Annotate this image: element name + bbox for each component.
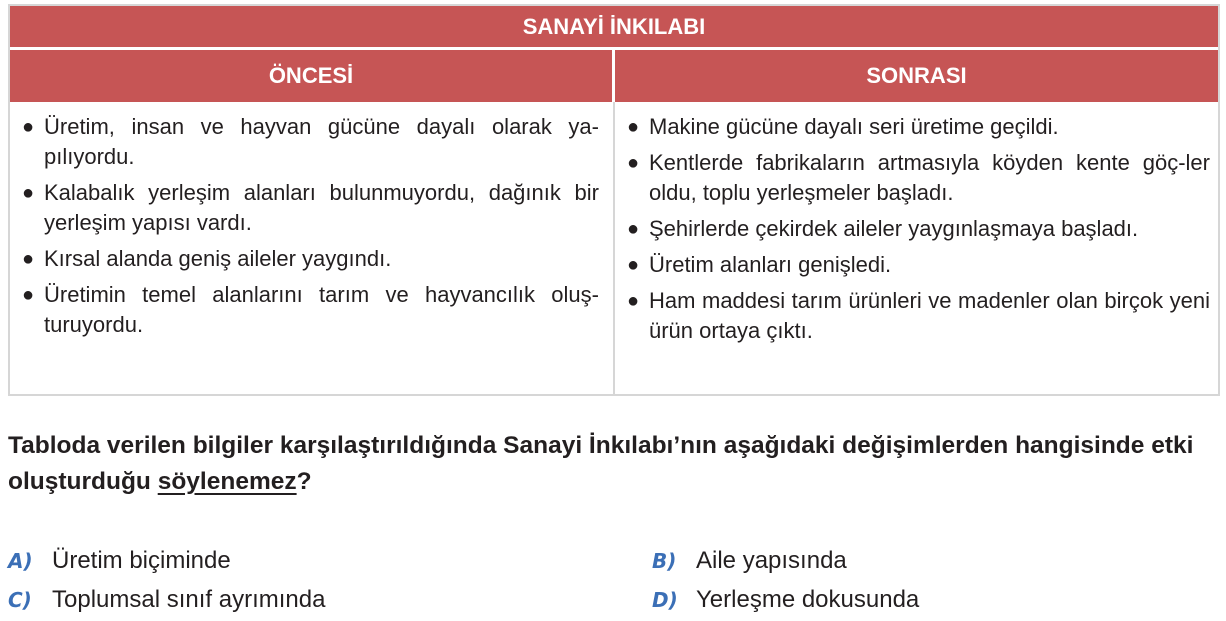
bullet-icon: ● bbox=[627, 218, 640, 240]
list-item-text: Makine gücüne dayalı seri üretime geçildi. bbox=[649, 114, 1059, 139]
after-column bbox=[615, 102, 1218, 394]
bullet-icon: ● bbox=[22, 248, 35, 270]
option-c[interactable] bbox=[8, 585, 325, 615]
option-letter: D) bbox=[652, 588, 678, 612]
header-before: ÖNCESİ bbox=[10, 50, 615, 102]
list-item bbox=[627, 250, 1210, 280]
option-letter: C) bbox=[8, 588, 32, 612]
list-item-text: Ham maddesi tarım ürünleri ve madenler olan birçok yeni ürün ortaya çıktı. bbox=[649, 288, 1210, 343]
bullet-icon: ● bbox=[627, 152, 640, 174]
list-item bbox=[627, 112, 1210, 142]
list-item bbox=[627, 286, 1210, 346]
bullet-icon: ● bbox=[22, 116, 35, 138]
list-item-text: Üretim alanları genişledi. bbox=[649, 252, 892, 277]
option-letter: A) bbox=[8, 549, 33, 573]
list-item-text: Kalabalık yerleşim alanları bulunmuyordu, dağınık bir yerleşim yapısı vardı. bbox=[44, 180, 599, 235]
list-item bbox=[627, 148, 1210, 208]
question-mark: ? bbox=[296, 468, 312, 495]
bullet-icon: ● bbox=[22, 182, 35, 204]
header-after: SONRASI bbox=[615, 50, 1218, 102]
comparison-table bbox=[8, 4, 1220, 396]
option-b[interactable] bbox=[652, 546, 847, 576]
bullet-icon: ● bbox=[627, 254, 640, 276]
option-text: Toplumsal sınıf ayrımında bbox=[52, 586, 326, 613]
list-item-text: Üretimin temel alanlarını tarım ve hayvancılık oluş-turuyordu. bbox=[44, 282, 599, 337]
before-column bbox=[10, 102, 615, 394]
list-item bbox=[22, 280, 599, 340]
bullet-icon: ● bbox=[627, 290, 640, 312]
list-item bbox=[22, 112, 599, 172]
list-item-text: Kırsal alanda geniş aileler yaygındı. bbox=[44, 246, 392, 271]
question-text bbox=[8, 428, 1224, 500]
table-title: SANAYİ İNKILABI bbox=[10, 6, 1218, 50]
option-text: Yerleşme dokusunda bbox=[696, 586, 920, 613]
option-text: Üretim biçiminde bbox=[52, 547, 231, 574]
question-emphasis: söylenemez bbox=[157, 468, 297, 495]
table-header-row bbox=[10, 50, 1218, 102]
list-item-text: Şehirlerde çekirdek aileler yaygınlaşmaya başladı. bbox=[649, 216, 1139, 241]
table-body-row bbox=[10, 102, 1218, 394]
option-d[interactable] bbox=[652, 585, 919, 615]
list-item bbox=[22, 244, 599, 274]
list-item bbox=[22, 178, 599, 238]
bullet-icon: ● bbox=[627, 116, 640, 138]
question-stem: Tabloda verilen bilgiler karşılaştırıldığında Sanayi İnkılabı’nın aşağıdaki değişimlerden hangisinde etki oluşturduğu bbox=[8, 432, 1194, 495]
option-letter: B) bbox=[652, 549, 677, 573]
list-item-text: Kentlerde fabrikaların artmasıyla köyden kente göç-ler oldu, toplu yerleşmeler başladı. bbox=[649, 150, 1210, 205]
option-a[interactable] bbox=[8, 546, 231, 576]
list-item-text: Üretim, insan ve hayvan gücüne dayalı olarak ya-pılıyordu. bbox=[44, 114, 599, 169]
list-item bbox=[627, 214, 1210, 244]
bullet-icon: ● bbox=[22, 284, 35, 306]
option-text: Aile yapısında bbox=[696, 547, 847, 574]
